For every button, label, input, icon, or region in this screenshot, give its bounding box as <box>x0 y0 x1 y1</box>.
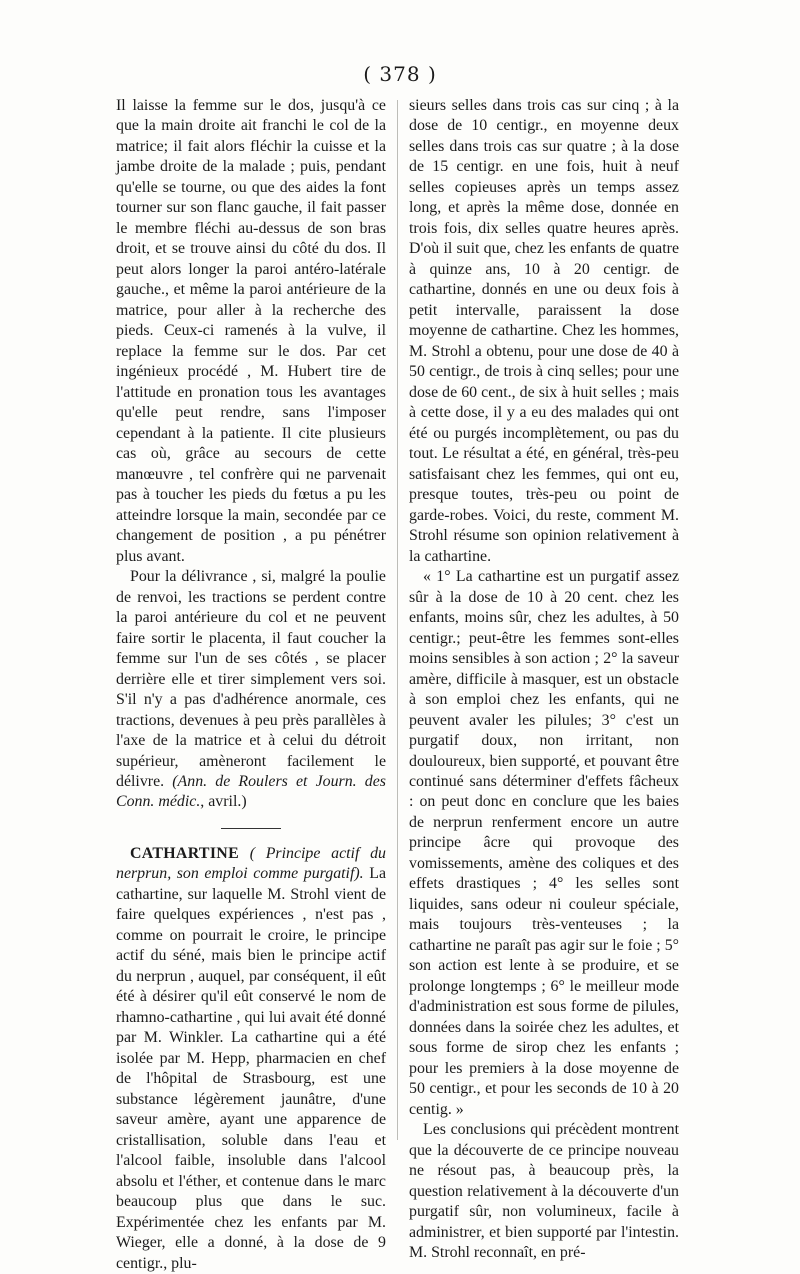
paragraph-delivrance-text: Pour la délivrance , si, malgré la poulie de renvoi, les tractions se perdent contre la paroi antérieure du col et ne peuvent faire sortir le placenta, il faut coucher la femme sur l'un de ses côtés , se placer derrière elle et tirer simplement vers soi. S'il n'y a pas d'adhérence anormale, ces tractions, devenues à peu près parallèles à l'axe de la matrice et à celui du détroit supérieur, amèneront facilement le délivre. <box>116 568 386 790</box>
paragraph-delivrance <box>116 567 386 813</box>
citation-date: , avril.) <box>200 793 247 811</box>
paragraph-strohl-quote: « 1° La cathartine est un purgatif assez sûr à la dose de 10 à 20 cent. chez les enfants, moins sûr, chez les adultes, à 50 centigr.; peut-être les femmes sont-elles moins sensibles à son action ; 2° la saveur amère, difficile à masquer, est un obstacle à son emploi chez les enfants, qui ne peuvent avaler les pilules; 3° c'est un purgatif doux, non irritant, non douloureux, bien supporté, et pouvant être continué sans déterminer d'effets fâcheux : on peut donc en conclure que les baies de nerprun renferment encore un autre principe âcre qui provoque des vomissements, amène des coliques et des effets drastiques ; 4° les selles sont liquides, sans odeur ni couleur spéciale, mais toujours très-venteuses ; la cathartine ne paraît pas agir sur le foie ; 5° son action est lente à se produire, et se prolonge longtemps ; 6° le meilleur mode d'administration est sous forme de pilules, données dans la soirée chez les adultes, et sous forme de sirop chez les enfants ; pour les premiers à la dose moyenne de 50 centigr., et pour les seconds de 10 à 20 centig. » <box>409 568 679 1118</box>
paragraph-version-maneuver: Il laisse la femme sur le dos, jusqu'à ce que la main droite ait franchi le col de la matrice; il fait alors fléchir la cuisse et la jambe droite de la malade ; puis, pendant qu'elle se tourne, ou que des aides la font tourner sur son flanc gauche, il fait passer le membre fléchi au-dessus de son bras droit, et se trouve ainsi du côté du dos. Il peut alors longer la paroi antéro-latérale gauche., et même la paroi antérieure de la matrice, pour aller à la recherche des pieds. Ceux-ci ramenés à la vulve, il replace la femme sur le dos. Par cet ingénieux procédé , M. Hubert tire de l'attitude en pronation tous les avantages qu'elle peut rendre, sans l'imposer cependant à la patiente. Il cite plusieurs cas où, grâce au secours de cette manœuvre , tel confrère qui ne parvenait pas à toucher les pieds du fœtus a pu les atteindre lorsque la main, secondée par ce changement de position , a pu pénétrer plus avant. <box>116 97 386 565</box>
right-column <box>409 96 679 1264</box>
citation-source: (Ann. de Roulers et Journ. des Conn. médic. <box>116 772 386 811</box>
paragraph-conclusions: Les conclusions qui précèdent montrent que la découverte de ce principe nouveau ne résout pas, à beaucoup près, la question relativement à la découverte d'un purgatif sûr, non volumineux, facile à administrer, et bien supporté par l'intestin. M. Strohl reconnaît, en pré- <box>409 1121 679 1262</box>
section-subtitle: ( Principe actif du nerprun, son emploi comme purgatif). <box>116 844 386 883</box>
paragraph-cathartine <box>116 844 386 1274</box>
page-number: ( 378 ) <box>363 62 437 86</box>
section-heading: CATHARTINE <box>130 844 239 862</box>
section-divider <box>221 828 281 829</box>
paragraph-cathartine-text: La cathartine, sur laquelle M. Strohl vient de faire quelques expériences , n'est pas , comme on pourrait le croire, le principe actif du séné, mais bien le principe actif du nerprun , auquel, par conséquent, il eût été à désirer qu'il eût conservé le nom de rhamno-cathartine , qui lui avait été donné par M. Winkler. La cathartine qui a été isolée par M. Hepp, pharmacien en chef de l'hôpital de Strasbourg, est une substance légèrement jaunâtre, d'une saveur amère, ayant une apparence de cristallisation, soluble dans l'eau et l'alcool faible, insoluble dans l'alcool absolu et l'éther, et contenue dans le marc beaucoup plus que dans le suc. Expérimentée chez les enfants par M. Wieger, elle a donné, à la dose de 9 centigr., plu- <box>116 865 386 1272</box>
column-divider <box>397 100 398 1140</box>
left-column <box>116 96 386 1274</box>
paragraph-doses: sieurs selles dans trois cas sur cinq ; à la dose de 10 centigr., en moyenne deux selles dans trois cas sur quatre ; à la dose de 15 centigr. en une fois, huit à neuf selles copieuses après un temps assez long, et après la même dose, donnée en trois fois, dix selles quatre heures après. D'où il suit que, chez les enfants de quatre à quinze ans, 10 à 20 centigr. de cathartine, donnés en une ou deux fois à petit intervalle, paraissent la dose moyenne de cathartine. Chez les hommes, M. Strohl a obtenu, pour une dose de 40 à 50 centigr., de trois à cinq selles; pour une dose de 60 cent., de six à huit selles ; mais à cette dose, il y a eu des malades qui ont été ou purgés incomplètement, ou pas du tout. Le résultat a été, en général, très-peu satisfaisant chez les femmes, qui ont eu, presque toutes, très-peu ou point de garde-robes. Voici, du reste, comment M. Strohl résume son opinion relativement à la cathartine. <box>409 97 679 565</box>
